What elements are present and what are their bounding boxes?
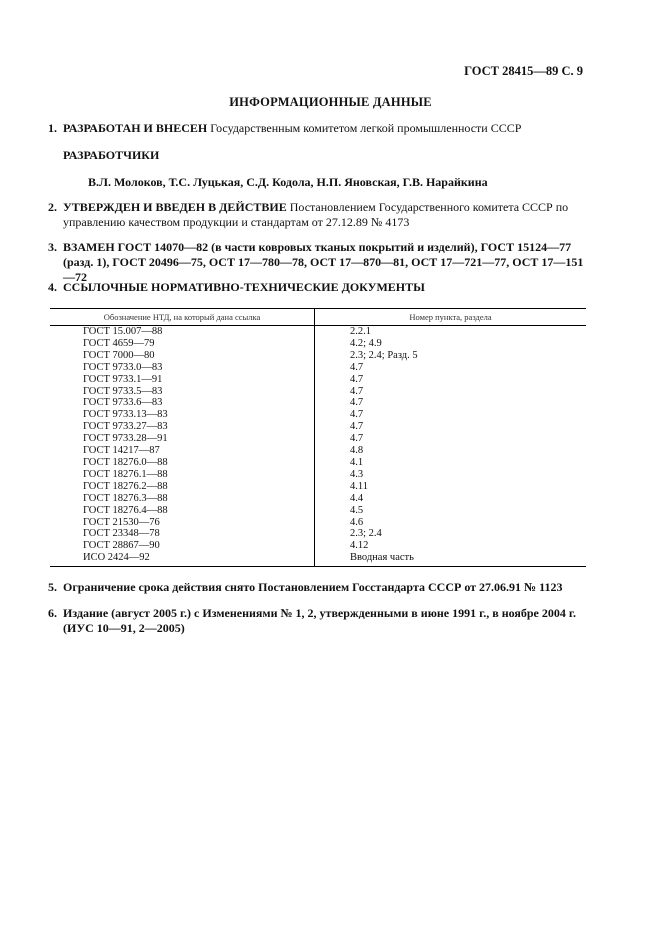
- designation-cell: ГОСТ 7000—80: [50, 350, 315, 362]
- designation-cell: ГОСТ 23348—78: [50, 528, 315, 540]
- section-lead: РАЗРАБОТАН И ВНЕСЕН: [63, 121, 208, 135]
- designation-cell: ГОСТ 15.007—88: [50, 326, 315, 338]
- designation-cell: ГОСТ 28867—90: [50, 540, 315, 552]
- clause-cell: Вводная часть: [315, 552, 587, 566]
- table-row: [50, 397, 586, 409]
- section-text: Государственным комитетом легкой промышленности СССР: [207, 121, 522, 135]
- designation-cell: ГОСТ 21530—76: [50, 517, 315, 529]
- clause-cell: 4.7: [350, 421, 364, 433]
- table-row: [50, 421, 586, 433]
- section-text: Постановлением Государственного комитета СССР по управлению качеством продукции и стандартам от 27.12.89 № 4173: [63, 200, 569, 229]
- designation-cell: ГОСТ 18276.0—88: [50, 457, 315, 469]
- clause-cell: 4.7: [350, 433, 364, 445]
- section-number: 3.: [48, 240, 57, 254]
- table-row: [50, 528, 586, 540]
- section-lead: УТВЕРЖДЕН И ВВЕДЕН В ДЕЙСТВИЕ: [63, 200, 287, 214]
- table-row: [50, 481, 586, 493]
- section-text: Издание (август 2005 г.) с Изменениями № 1, 2, утвержденными в июне 1991 г., в ноябре 2004 г. (ИУС 10—91, 2—2005): [63, 606, 576, 635]
- table-row: [50, 457, 586, 469]
- clause-cell: 2.2.1: [350, 326, 371, 337]
- clause-cell: 4.6: [350, 516, 364, 528]
- designation-cell: ГОСТ 9733.1—91: [50, 374, 315, 386]
- section-5: [48, 580, 588, 595]
- table-row: [50, 493, 586, 505]
- table-row: [50, 362, 586, 374]
- section-number: 5.: [48, 580, 57, 594]
- designation-cell: ГОСТ 9733.27—83: [50, 421, 315, 433]
- designation-cell: ГОСТ 9733.0—83: [50, 362, 315, 374]
- table-row: [50, 350, 586, 362]
- clause-cell: 2.3; 2.4; Разд. 5: [350, 349, 418, 361]
- clause-cell: 4.7: [350, 361, 364, 373]
- table-row: [50, 338, 586, 350]
- developers-label: РАЗРАБОТЧИКИ: [63, 148, 160, 162]
- column-header-designation: Обозначение НТД, на который дана ссылка: [50, 309, 315, 326]
- clause-cell: 4.8: [350, 445, 364, 457]
- column-header-clause: Номер пункта, раздела: [315, 309, 587, 326]
- clause-cell: 2.3; 2.4: [350, 528, 382, 540]
- table-row: [50, 445, 586, 457]
- table-row: [50, 326, 586, 338]
- section-6: [48, 606, 588, 636]
- table-row: [50, 517, 586, 529]
- clause-cell: 4.4: [350, 492, 364, 504]
- designation-cell: ГОСТ 18276.4—88: [50, 505, 315, 517]
- clause-cell: 4.7: [350, 397, 364, 409]
- table-row: [50, 409, 586, 421]
- section-number: 6.: [48, 606, 57, 620]
- section-text: ССЫЛОЧНЫЕ НОРМАТИВНО-ТЕХНИЧЕСКИЕ ДОКУМЕНТЫ: [63, 280, 425, 294]
- clause-cell: 4.7: [350, 409, 364, 421]
- section-number: 2.: [48, 200, 57, 214]
- table-row: [50, 433, 586, 445]
- table-row: [50, 552, 586, 566]
- designation-cell: ГОСТ 9733.6—83: [50, 397, 315, 409]
- section-text: Ограничение срока действия снято Постановлением Госстандарта СССР от 27.06.91 № 1123: [63, 580, 563, 594]
- clause-cell: 4.1: [350, 456, 364, 468]
- clause-cell: 4.7: [350, 385, 364, 397]
- designation-cell: ГОСТ 9733.13—83: [50, 409, 315, 421]
- designation-cell: ГОСТ 18276.1—88: [50, 469, 315, 481]
- clause-cell: 4.3: [350, 468, 364, 480]
- clause-cell: 4.11: [350, 480, 368, 492]
- designation-cell: ГОСТ 18276.3—88: [50, 493, 315, 505]
- clause-cell: 4.12: [350, 540, 369, 552]
- section-1: [48, 121, 588, 136]
- designation-cell: ГОСТ 9733.28—91: [50, 433, 315, 445]
- section-4: [48, 280, 588, 295]
- page-title: ИНФОРМАЦИОННЫЕ ДАННЫЕ: [229, 95, 432, 109]
- clause-cell: 4.5: [350, 504, 364, 516]
- clause-cell: 4.7: [350, 373, 364, 385]
- table-row: [50, 469, 586, 481]
- table-row: [50, 505, 586, 517]
- table-row: [50, 540, 586, 552]
- section-text: ВЗАМЕН ГОСТ 14070—82 (в части ковровых тканых покрытий и изделий), ГОСТ 15124—77 (разд. 1), ГОСТ 20496—75, ОСТ 17—780—78, ОСТ 17—870—81, ОСТ 17—721—77, ОСТ 17—151—72: [63, 240, 584, 284]
- page-header: ГОСТ 28415—89 С. 9: [464, 64, 583, 78]
- reference-table: [50, 308, 586, 567]
- clause-cell: 4.2; 4.9: [350, 337, 382, 349]
- table-row: [50, 386, 586, 398]
- section-2: [48, 200, 588, 230]
- section-number: 1.: [48, 121, 57, 135]
- designation-cell: ГОСТ 18276.2—88: [50, 481, 315, 493]
- designation-cell: ГОСТ 4659—79: [50, 338, 315, 350]
- designation-cell: ГОСТ 9733.5—83: [50, 386, 315, 398]
- authors-list: В.Л. Молоков, Т.С. Луцькая, С.Д. Кодола, Н.П. Яновская, Г.В. Нарайкина: [88, 175, 488, 189]
- section-3: [48, 240, 588, 285]
- table-header-row: [50, 309, 586, 326]
- designation-cell: ГОСТ 14217—87: [50, 445, 315, 457]
- section-number: 4.: [48, 280, 57, 294]
- table-row: [50, 374, 586, 386]
- designation-cell: ИСО 2424—92: [50, 552, 315, 566]
